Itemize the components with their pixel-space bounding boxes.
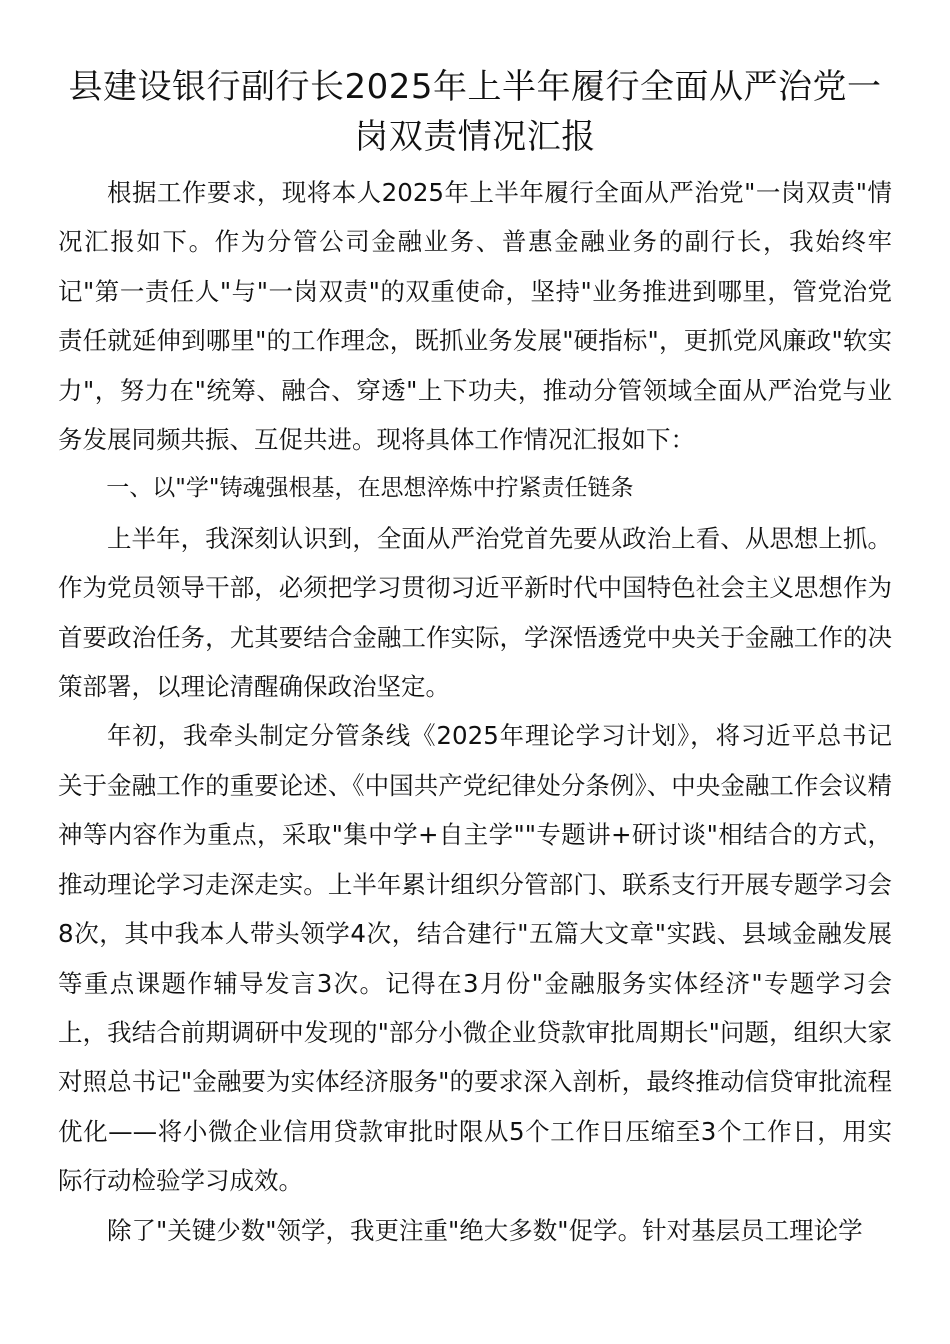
- body-paragraph-3: 除了"关键少数"领学，我更注重"绝大多数"促学。针对基层员工理论学: [107, 1215, 863, 1245]
- body-paragraph-2: 年初，我牵头制定分管条线《2025年理论学习计划》，将习近平总书记关于金融工作的重要论述、《中国共产党纪律处分条例》、中央金融工作会议精神等内容作为重点，采取"集中学+自主学""专题讲+研讨谈"相结合的方式，推动理论学习走深走实。上半年累计组织分管部门、联系支行开展专题学习会8次，其中我本人带头领学4次，结合建行"五篇大文章"实践、县域金融发展等重点课题作辅导发言3次。记得在3月份"金融服务实体经济"专题学习会上，我结合前期调研中发现的"部分小微企业贷款审批周期长"问题，组织大家对照总书记"金融要为实体经济服务"的要求深入剖析，最终推动信贷审批流程优化——将小微企业信用贷款审批时限从5个工作日压缩至3个工作日，用实际行动检验学习成效。: [58, 721, 892, 1196]
- section-heading-1: 一、以"学"铸魂强根基，在思想淬炼中拧紧责任链条: [106, 475, 634, 502]
- intro-paragraph: 根据工作要求，现将本人2025年上半年履行全面从严治党"一岗双责"情况汇报如下。作为分管公司金融业务、普惠金融业务的副行长，我始终牢记"第一责任人"与"一岗双责"的双重使命，坚持"业务推进到哪里，管党治党责任就延伸到哪里"的工作理念，既抓业务发展"硬指标"，更抓党风廉政"软实力"，努力在"统筹、融合、穿透"上下功夫，推动分管领域全面从严治党与业务发展同频共振、互促共进。现将具体工作情况汇报如下：: [58, 178, 892, 455]
- body-paragraph-1: 上半年，我深刻认识到，全面从严治党首先要从政治上看、从思想上抓。作为党员领导干部，必须把学习贯彻习近平新时代中国特色社会主义思想作为首要政治任务，尤其要结合金融工作实际，学深悟透党中央关于金融工作的决策部署，以理论清醒确保政治坚定。: [58, 523, 892, 702]
- document-title: 县建设银行副行长2025年上半年履行全面从严治党一岗双责情况汇报: [68, 67, 882, 157]
